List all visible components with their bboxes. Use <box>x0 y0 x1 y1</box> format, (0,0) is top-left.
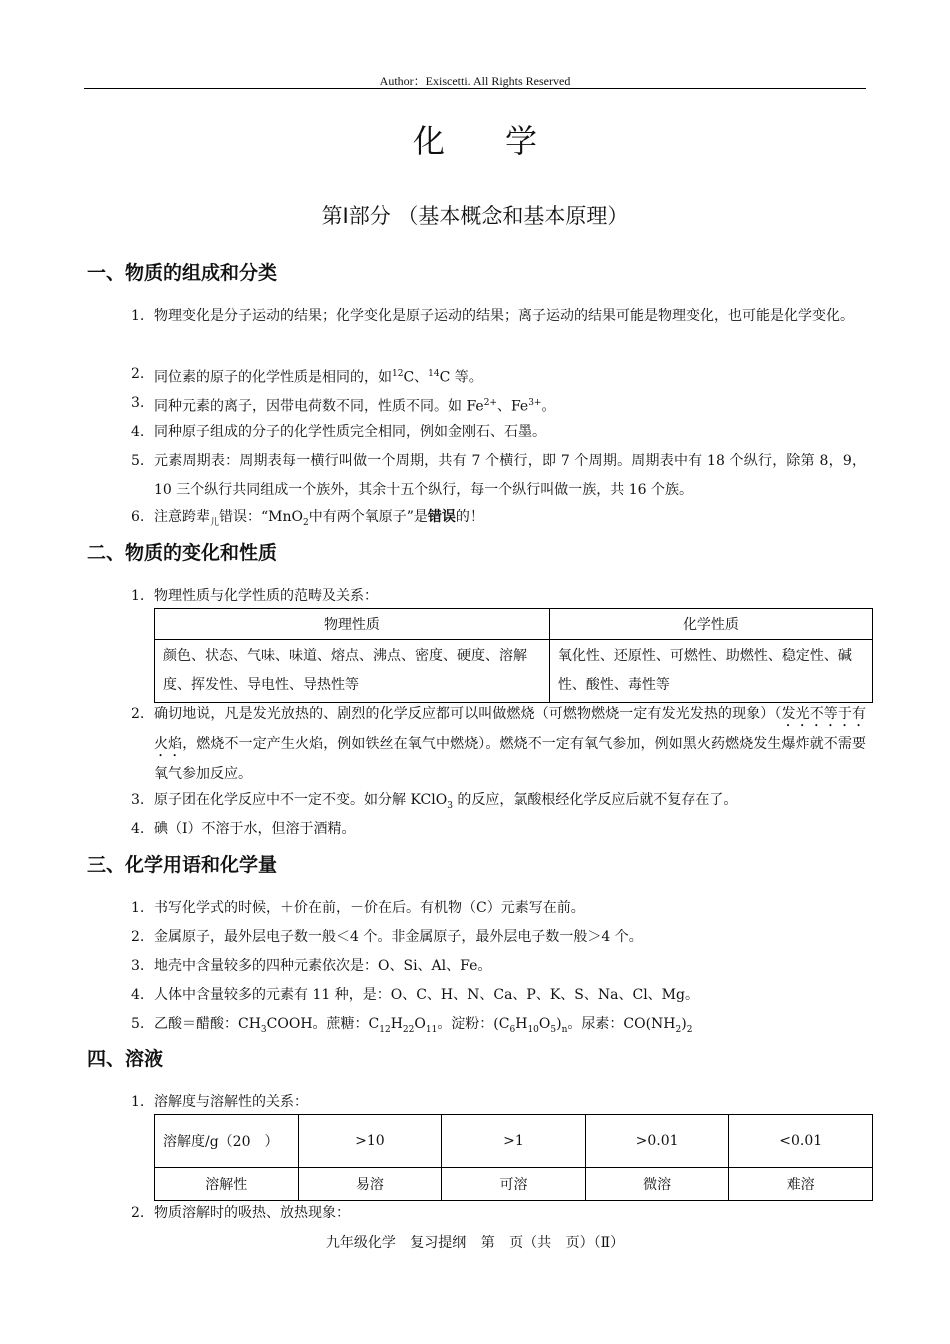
item-text: 乙酸＝醋酸：$CH_3COOH$。蔗糖：$C_{12}H_{22}O_{11}$。淀粉：$(C_6H_{10}O_5)_n$。尿素：$CO(NH_2)_2$ <box>154 1016 693 1035</box>
table-cell: >10 <box>298 1115 442 1168</box>
properties-table <box>154 608 873 703</box>
item-number: 1. <box>131 1094 145 1110</box>
table-cell: <0.01 <box>729 1115 873 1168</box>
table-header-chemical: 化学性质 <box>549 609 872 640</box>
item-number: 1. <box>131 308 145 324</box>
page-header: Author：Exiscetti. All Rights Reserved <box>379 74 571 88</box>
list-item <box>131 700 866 789</box>
item-text: 金属原子，最外层电子数一般＜4 个。非金属原子，最外层电子数一般＞4 个。 <box>154 929 643 945</box>
section-heading-4: 四、溶液 <box>87 1048 164 1070</box>
item-text: 地壳中含量较多的四种元素依次是：O、Si、Al、Fe。 <box>154 958 492 974</box>
item-text: 物质溶解时的吸热、放热现象： <box>154 1205 350 1221</box>
list-item <box>131 302 866 331</box>
item-text: 同位素的原子的化学性质是相同的，如$^{12}$C、$^{14}$C 等。 <box>154 369 483 386</box>
list-item <box>131 981 866 1010</box>
table-cell: 微溶 <box>585 1168 729 1201</box>
item-number: 3. <box>131 792 145 808</box>
table-cell: >1 <box>442 1115 586 1168</box>
list-item <box>131 1199 866 1228</box>
solubility-table <box>154 1114 873 1201</box>
item-text: 碘（I）不溶于水，但溶于酒精。 <box>154 821 356 837</box>
section-heading-2: 二、物质的变化和性质 <box>87 542 278 564</box>
item-number: 2. <box>131 1205 145 1221</box>
list-item <box>131 952 866 981</box>
list-item <box>131 360 866 393</box>
section-heading-1: 一、物质的组成和分类 <box>87 262 278 284</box>
item-number: 1. <box>131 588 145 604</box>
table-cell: 溶解性 <box>155 1168 299 1201</box>
list-item <box>131 923 866 952</box>
table-cell: 易溶 <box>298 1168 442 1201</box>
item-text: 物理变化是分子运动的结果；化学变化是原子运动的结果；离子运动的结果可能是物理变化，也可能是化学变化。 <box>154 308 854 324</box>
page-footer: 九年级化学 复习提纲 第 页（共 页）（Ⅱ） <box>325 1235 625 1251</box>
table-cell: 难溶 <box>729 1168 873 1201</box>
list-item <box>131 1088 866 1117</box>
item-number: 4. <box>131 987 145 1003</box>
header-rule <box>84 88 866 89</box>
item-number: 4. <box>131 821 145 837</box>
item-number: 3. <box>131 958 145 974</box>
part-title: 第Ⅰ部分 （基本概念和基本原理） <box>321 204 629 228</box>
item-number: 2. <box>131 706 145 722</box>
list-item <box>131 1010 866 1045</box>
item-text: 溶解度与溶解性的关系： <box>154 1094 308 1110</box>
item-number: 3. <box>131 395 145 411</box>
item-number: 2. <box>131 366 145 382</box>
table-cell: >0.01 <box>585 1115 729 1168</box>
list-item <box>131 815 866 844</box>
table-cell-chemical: 氧化性、还原性、可燃性、助燃性、稳定性、碱性、酸性、毒性等 <box>549 640 872 703</box>
table-header-physical: 物理性质 <box>155 609 550 640</box>
item-text: 人体中含量较多的元素有 11 种，是：O、C、H、N、Ca、P、K、S、Na、Cl、Mg。 <box>154 987 699 1003</box>
page-title: 化学 <box>412 122 597 160</box>
item-text: 确切地说，凡是发光放热的、剧烈的化学反应都可以叫做燃烧（可燃物燃烧一定有发光发热的现象）（发光不等于有火焰，燃烧不一定产生火焰，例如铁丝在氧气中燃烧）。燃烧不一定有氧气参加，例如黑火药燃烧发生爆炸就不需要氧气参加反应。 <box>154 706 867 782</box>
item-number: 5. <box>131 453 145 469</box>
table-cell: 溶解度/g（20 ） <box>155 1115 299 1168</box>
item-text: 书写化学式的时候，＋价在前，－价在后。有机物（C）元素写在前。 <box>154 900 585 916</box>
item-text: 元素周期表：周期表每一横行叫做一个周期，共有 7 个横行，即 7 个周期。周期表中有 18 个纵行，除第 8，9，10 三个纵行共同组成一个族外，其余十五个纵行，每一个纵行叫做一族，共 16 个族。 <box>154 453 866 498</box>
item-text: 原子团在化学反应中不一定不变。如分解 KClO$_3$ 的反应，氯酸根经化学反应后就不复存在了。 <box>154 792 738 811</box>
section-heading-3: 三、化学用语和化学量 <box>87 854 278 876</box>
list-item <box>131 389 866 422</box>
item-number: 1. <box>131 900 145 916</box>
list-item <box>131 894 866 923</box>
item-number: 5. <box>131 1016 145 1032</box>
item-text: 同种元素的离子，因带电荷数不同，性质不同。如 $Fe^{2+}$、$Fe^{3+}$。 <box>154 398 556 415</box>
list-item <box>131 503 866 538</box>
table-cell: 可溶 <box>442 1168 586 1201</box>
list-item <box>131 582 866 611</box>
item-number: 4. <box>131 424 145 440</box>
item-text: 注意跨辈$_儿$错误：“MnO$_2$中有两个氧原子”是错误的！ <box>154 509 484 528</box>
item-number: 6. <box>131 509 145 525</box>
table-cell-physical: 颜色、状态、气味、味道、熔点、沸点、密度、硬度、溶解度、挥发性、导电性、导热性等 <box>155 640 550 703</box>
list-item <box>131 447 866 505</box>
item-number: 2. <box>131 929 145 945</box>
item-text: 同种原子组成的分子的化学性质完全相同，例如金刚石、石墨。 <box>154 424 546 440</box>
item-text: 物理性质与化学性质的范畴及关系： <box>154 588 378 604</box>
list-item <box>131 418 866 447</box>
